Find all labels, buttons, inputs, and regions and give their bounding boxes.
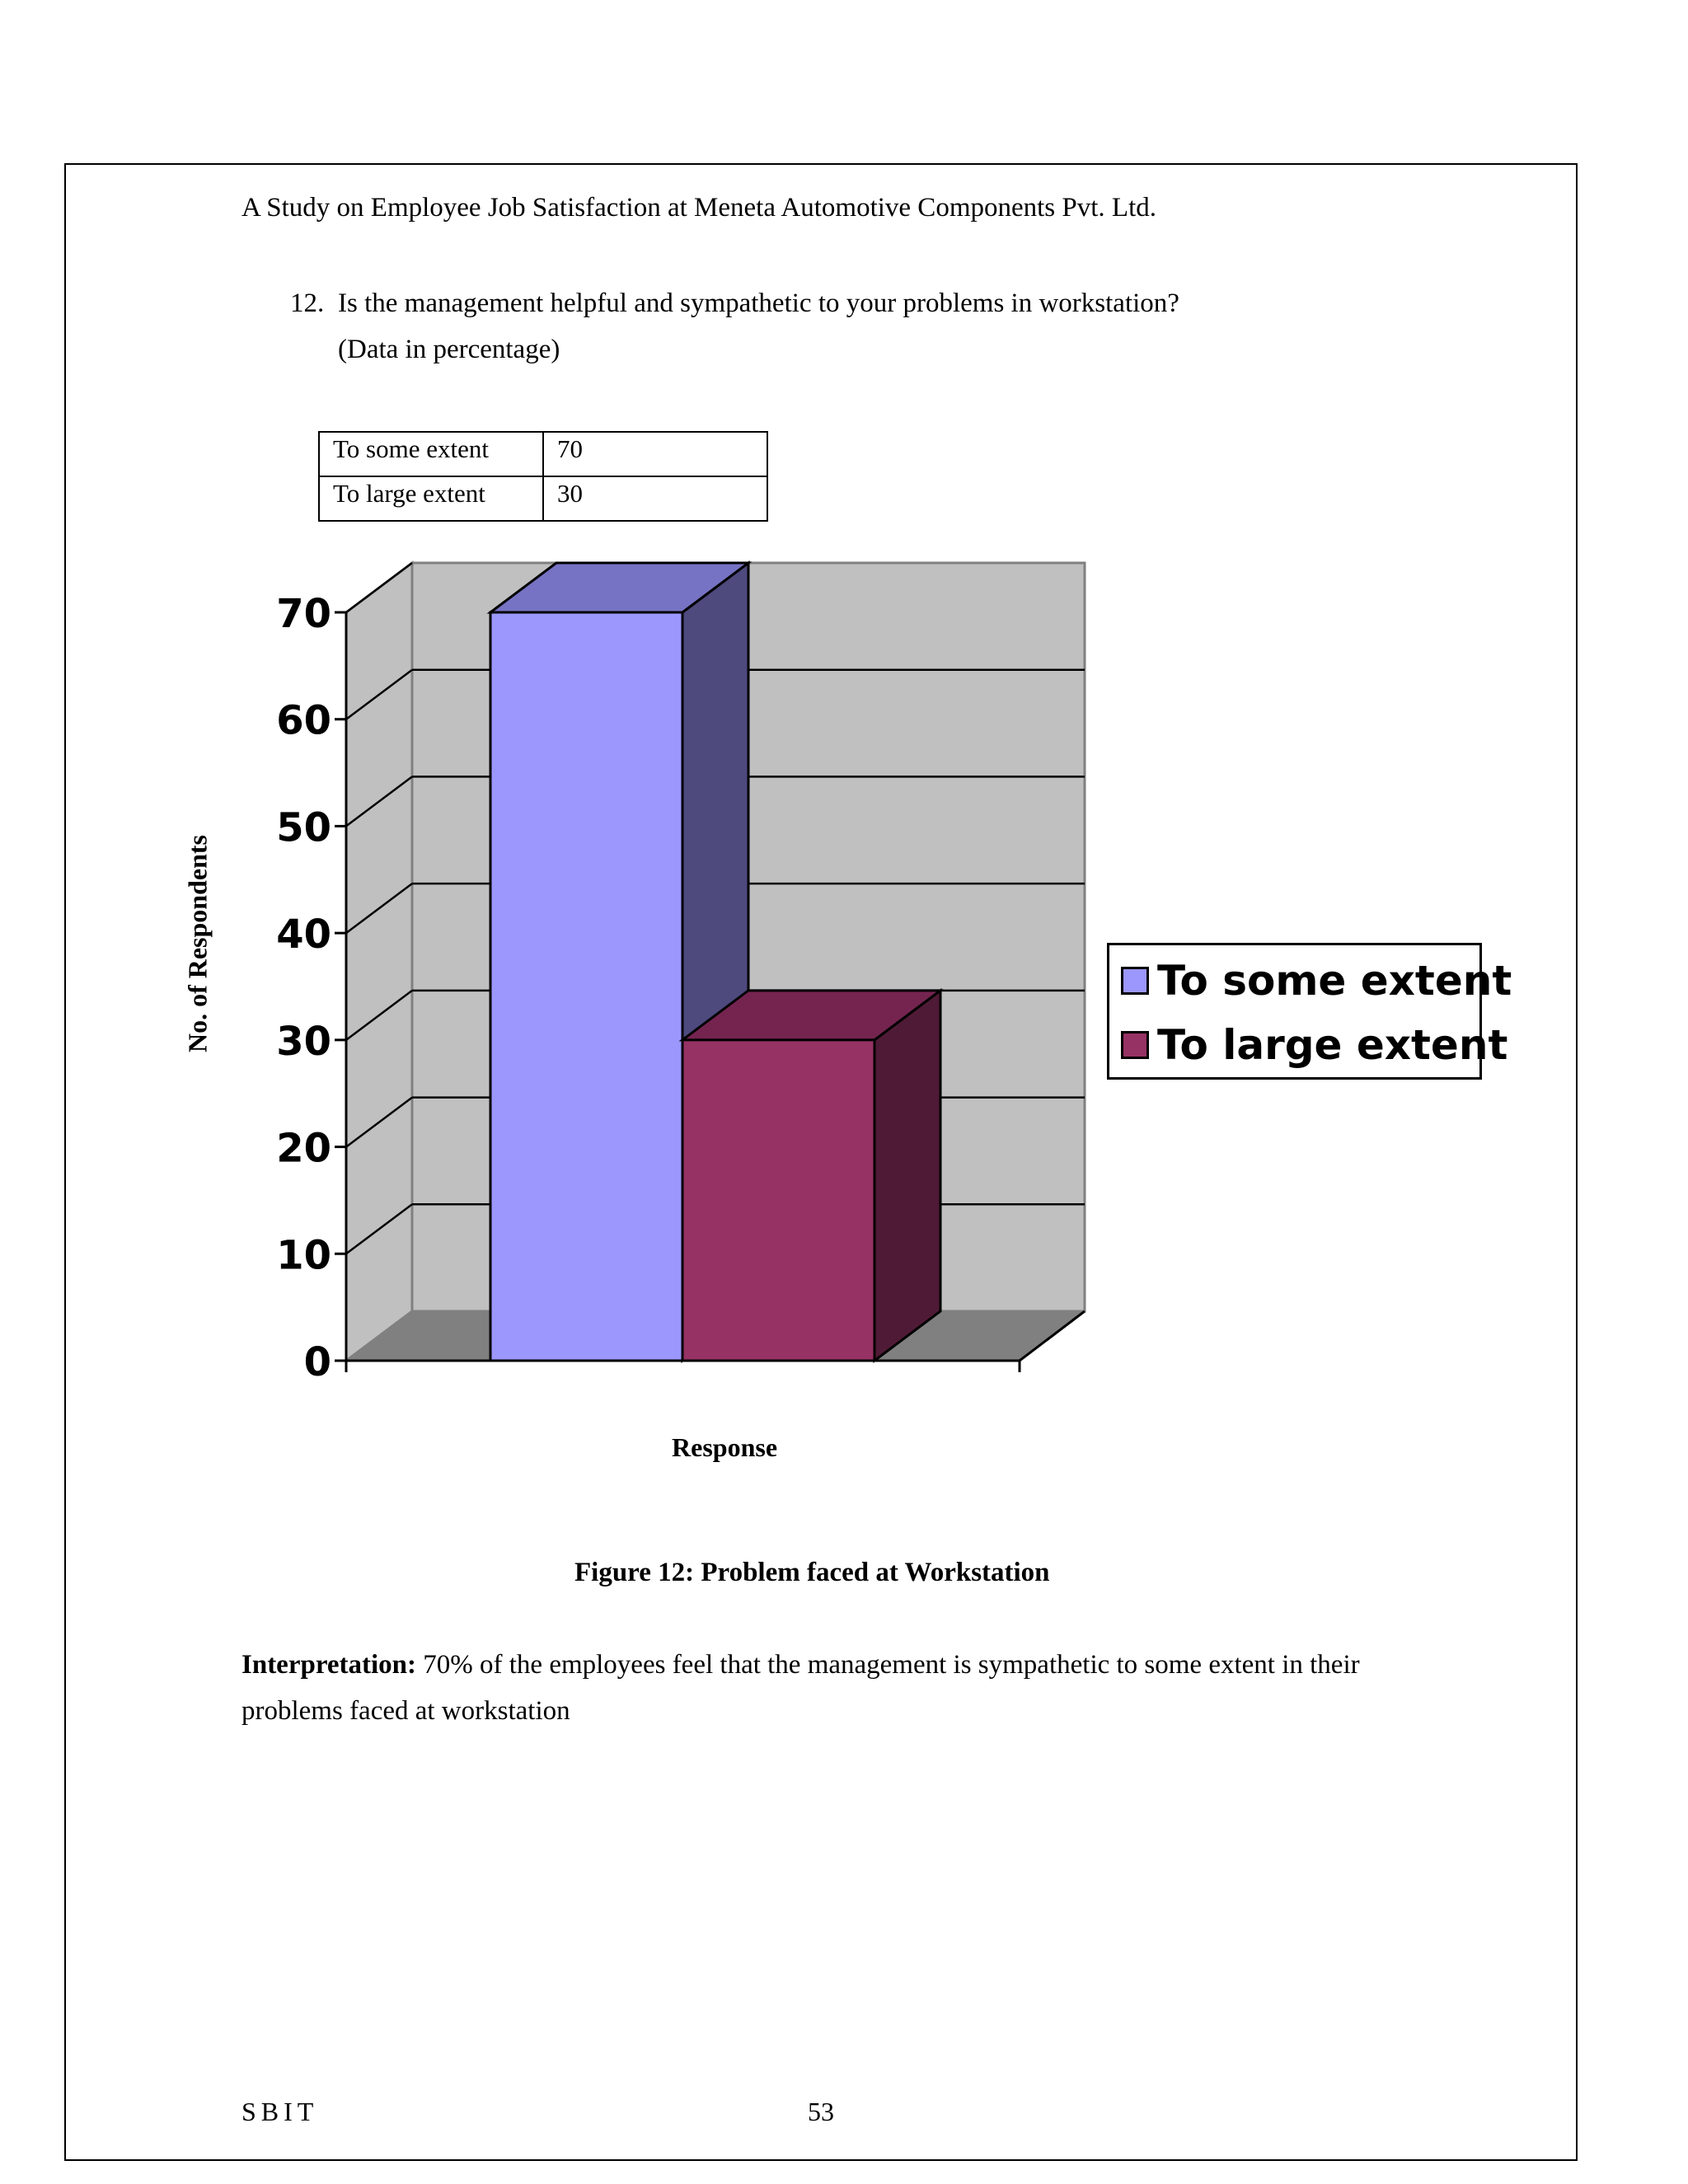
y-tick-label: 70 xyxy=(276,591,331,637)
bar-side xyxy=(874,991,940,1361)
question-number: 12. xyxy=(290,288,325,318)
y-tick-label: 50 xyxy=(276,804,331,851)
question-text: Is the management helpful and sympathetic to your problems in workstation? xyxy=(338,288,1179,318)
table-cell-value: 70 xyxy=(543,432,767,476)
y-tick-label: 10 xyxy=(276,1232,331,1279)
table-cell-label: To large extent xyxy=(319,476,543,521)
y-tick-label: 20 xyxy=(276,1125,331,1172)
bar xyxy=(490,612,682,1361)
footer-institution: SBIT xyxy=(241,2097,319,2126)
y-axis-label: No. of Respondents xyxy=(182,834,213,1053)
table-cell-value: 30 xyxy=(543,476,767,521)
interpretation-text: 70% of the employees feel that the management is sympathetic to some extent in their xyxy=(423,1650,1360,1680)
y-tick-label: 40 xyxy=(276,912,331,958)
legend-item xyxy=(1121,957,1512,1005)
interpretation-line-1 xyxy=(241,1650,1379,1680)
chart-legend xyxy=(1107,943,1512,1080)
legend-swatch xyxy=(1121,967,1149,995)
y-tick-label: 0 xyxy=(303,1339,331,1385)
page-header: A Study on Employee Job Satisfaction at Meneta Automotive Components Pvt. Ltd. xyxy=(241,193,1156,223)
x-axis-label: Response xyxy=(672,1432,778,1462)
page-number: 53 xyxy=(808,2097,834,2126)
interpretation-label: Interpretation: xyxy=(241,1650,417,1680)
chart-side-wall xyxy=(346,563,412,1361)
legend-label: To large extent xyxy=(1157,1021,1508,1069)
table-cell-label: To some extent xyxy=(319,432,543,476)
y-tick-label: 60 xyxy=(276,697,331,744)
legend-item xyxy=(1121,1021,1507,1069)
legend-swatch xyxy=(1121,1031,1149,1059)
bar xyxy=(682,1040,874,1361)
interpretation-line-2: problems faced at workstation xyxy=(241,1696,570,1726)
figure-caption: Figure 12: Problem faced at Workstation xyxy=(574,1558,1050,1587)
legend-label: To some extent xyxy=(1157,957,1512,1005)
y-tick-label: 30 xyxy=(276,1018,331,1065)
question-subtitle: (Data in percentage) xyxy=(338,335,560,364)
